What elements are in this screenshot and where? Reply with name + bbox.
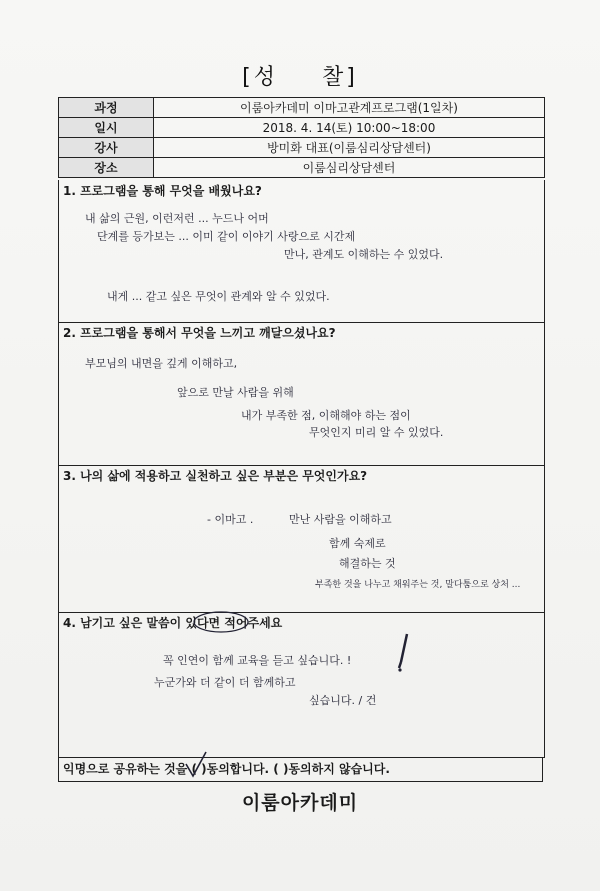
info-row bbox=[59, 158, 545, 178]
info-row bbox=[59, 138, 545, 158]
info-label: 장소 bbox=[59, 158, 154, 178]
handwritten-answer-line: 해결하는 것 bbox=[339, 557, 396, 570]
handwritten-answer-line: 앞으로 만날 사람을 위해 bbox=[177, 386, 294, 399]
handwritten-answer-line: 누군가와 더 같이 더 함께하고 bbox=[154, 676, 296, 689]
consent-text: 익명으로 공유하는 것을 ( )동의합니다. ( )동의하지 않습니다. bbox=[63, 762, 390, 776]
handwritten-answer-line: - 이마고 . bbox=[207, 513, 254, 526]
question-section-4 bbox=[58, 612, 545, 758]
handwritten-answer-line: 단계를 등가보는 ... 이미 같이 이야기 사랑으로 시간제 bbox=[97, 230, 356, 243]
circle-mark bbox=[191, 610, 251, 634]
info-row bbox=[59, 98, 545, 118]
question-prompt: 1. 프로그램을 통해 무엇을 배웠나요? bbox=[63, 184, 262, 198]
info-label: 과정 bbox=[59, 98, 154, 118]
handwritten-answer-line: 부모님의 내면을 깊게 이해하고, bbox=[85, 357, 238, 370]
handwritten-answer-line: 내 삶의 근원, 이런저런 ... 누드나 어머 bbox=[85, 212, 269, 225]
handwritten-answer-line: 무엇인지 미리 알 수 있었다. bbox=[309, 426, 444, 439]
title-right: 찰] bbox=[322, 65, 358, 90]
info-value: 방미화 대표(이룸심리상담센터) bbox=[154, 138, 545, 158]
question-prompt: 2. 프로그램을 통해서 무엇을 느끼고 깨달으셨나요? bbox=[63, 326, 336, 340]
footer-org-name: 이룸아카데미 bbox=[241, 792, 359, 814]
info-table bbox=[58, 97, 545, 178]
title-left: [성 bbox=[242, 65, 278, 90]
handwritten-answer-line: 꼭 인연이 함께 교육을 듣고 싶습니다. ! bbox=[163, 654, 352, 667]
info-label: 강사 bbox=[59, 138, 154, 158]
handwritten-answer-line: 싶습니다. / 건 bbox=[309, 694, 377, 707]
handwritten-answer-line: 만난 사람을 이해하고 bbox=[289, 513, 392, 526]
info-value: 이룸심리상담센터 bbox=[154, 158, 545, 178]
consent-row bbox=[58, 757, 543, 782]
question-section-3 bbox=[58, 465, 545, 613]
handwritten-answer-line: 함께 숙제로 bbox=[329, 537, 386, 550]
page-title bbox=[0, 60, 600, 91]
question-section-2 bbox=[58, 322, 545, 466]
checkmark-icon bbox=[183, 750, 209, 780]
handwritten-answer-line: 내가 부족한 점, 이해해야 하는 점이 bbox=[241, 409, 411, 422]
info-value: 이룸아카데미 이마고관계프로그램(1일차) bbox=[154, 98, 545, 118]
info-value: 2018. 4. 14(토) 10:00~18:00 bbox=[154, 118, 545, 138]
handwritten-answer-line: 만나, 관계도 이해하는 수 있었다. bbox=[284, 248, 444, 261]
handwritten-answer-line: 부족한 것을 나누고 채워주는 것, 말다툼으로 상처 ... bbox=[315, 580, 521, 590]
question-prompt: 4. 남기고 싶은 말씀이 있다면 적어주세요 bbox=[63, 616, 283, 630]
question-prompt: 3. 나의 삶에 적용하고 실천하고 싶은 부분은 무엇인가요? bbox=[63, 469, 368, 483]
handwritten-answer-line: 내게 ... 같고 싶은 무엇이 관계와 알 수 있었다. bbox=[107, 290, 330, 303]
info-row bbox=[59, 118, 545, 138]
pen-doodle-icon bbox=[397, 632, 411, 672]
info-label: 일시 bbox=[59, 118, 154, 138]
question-section-1 bbox=[58, 180, 545, 323]
